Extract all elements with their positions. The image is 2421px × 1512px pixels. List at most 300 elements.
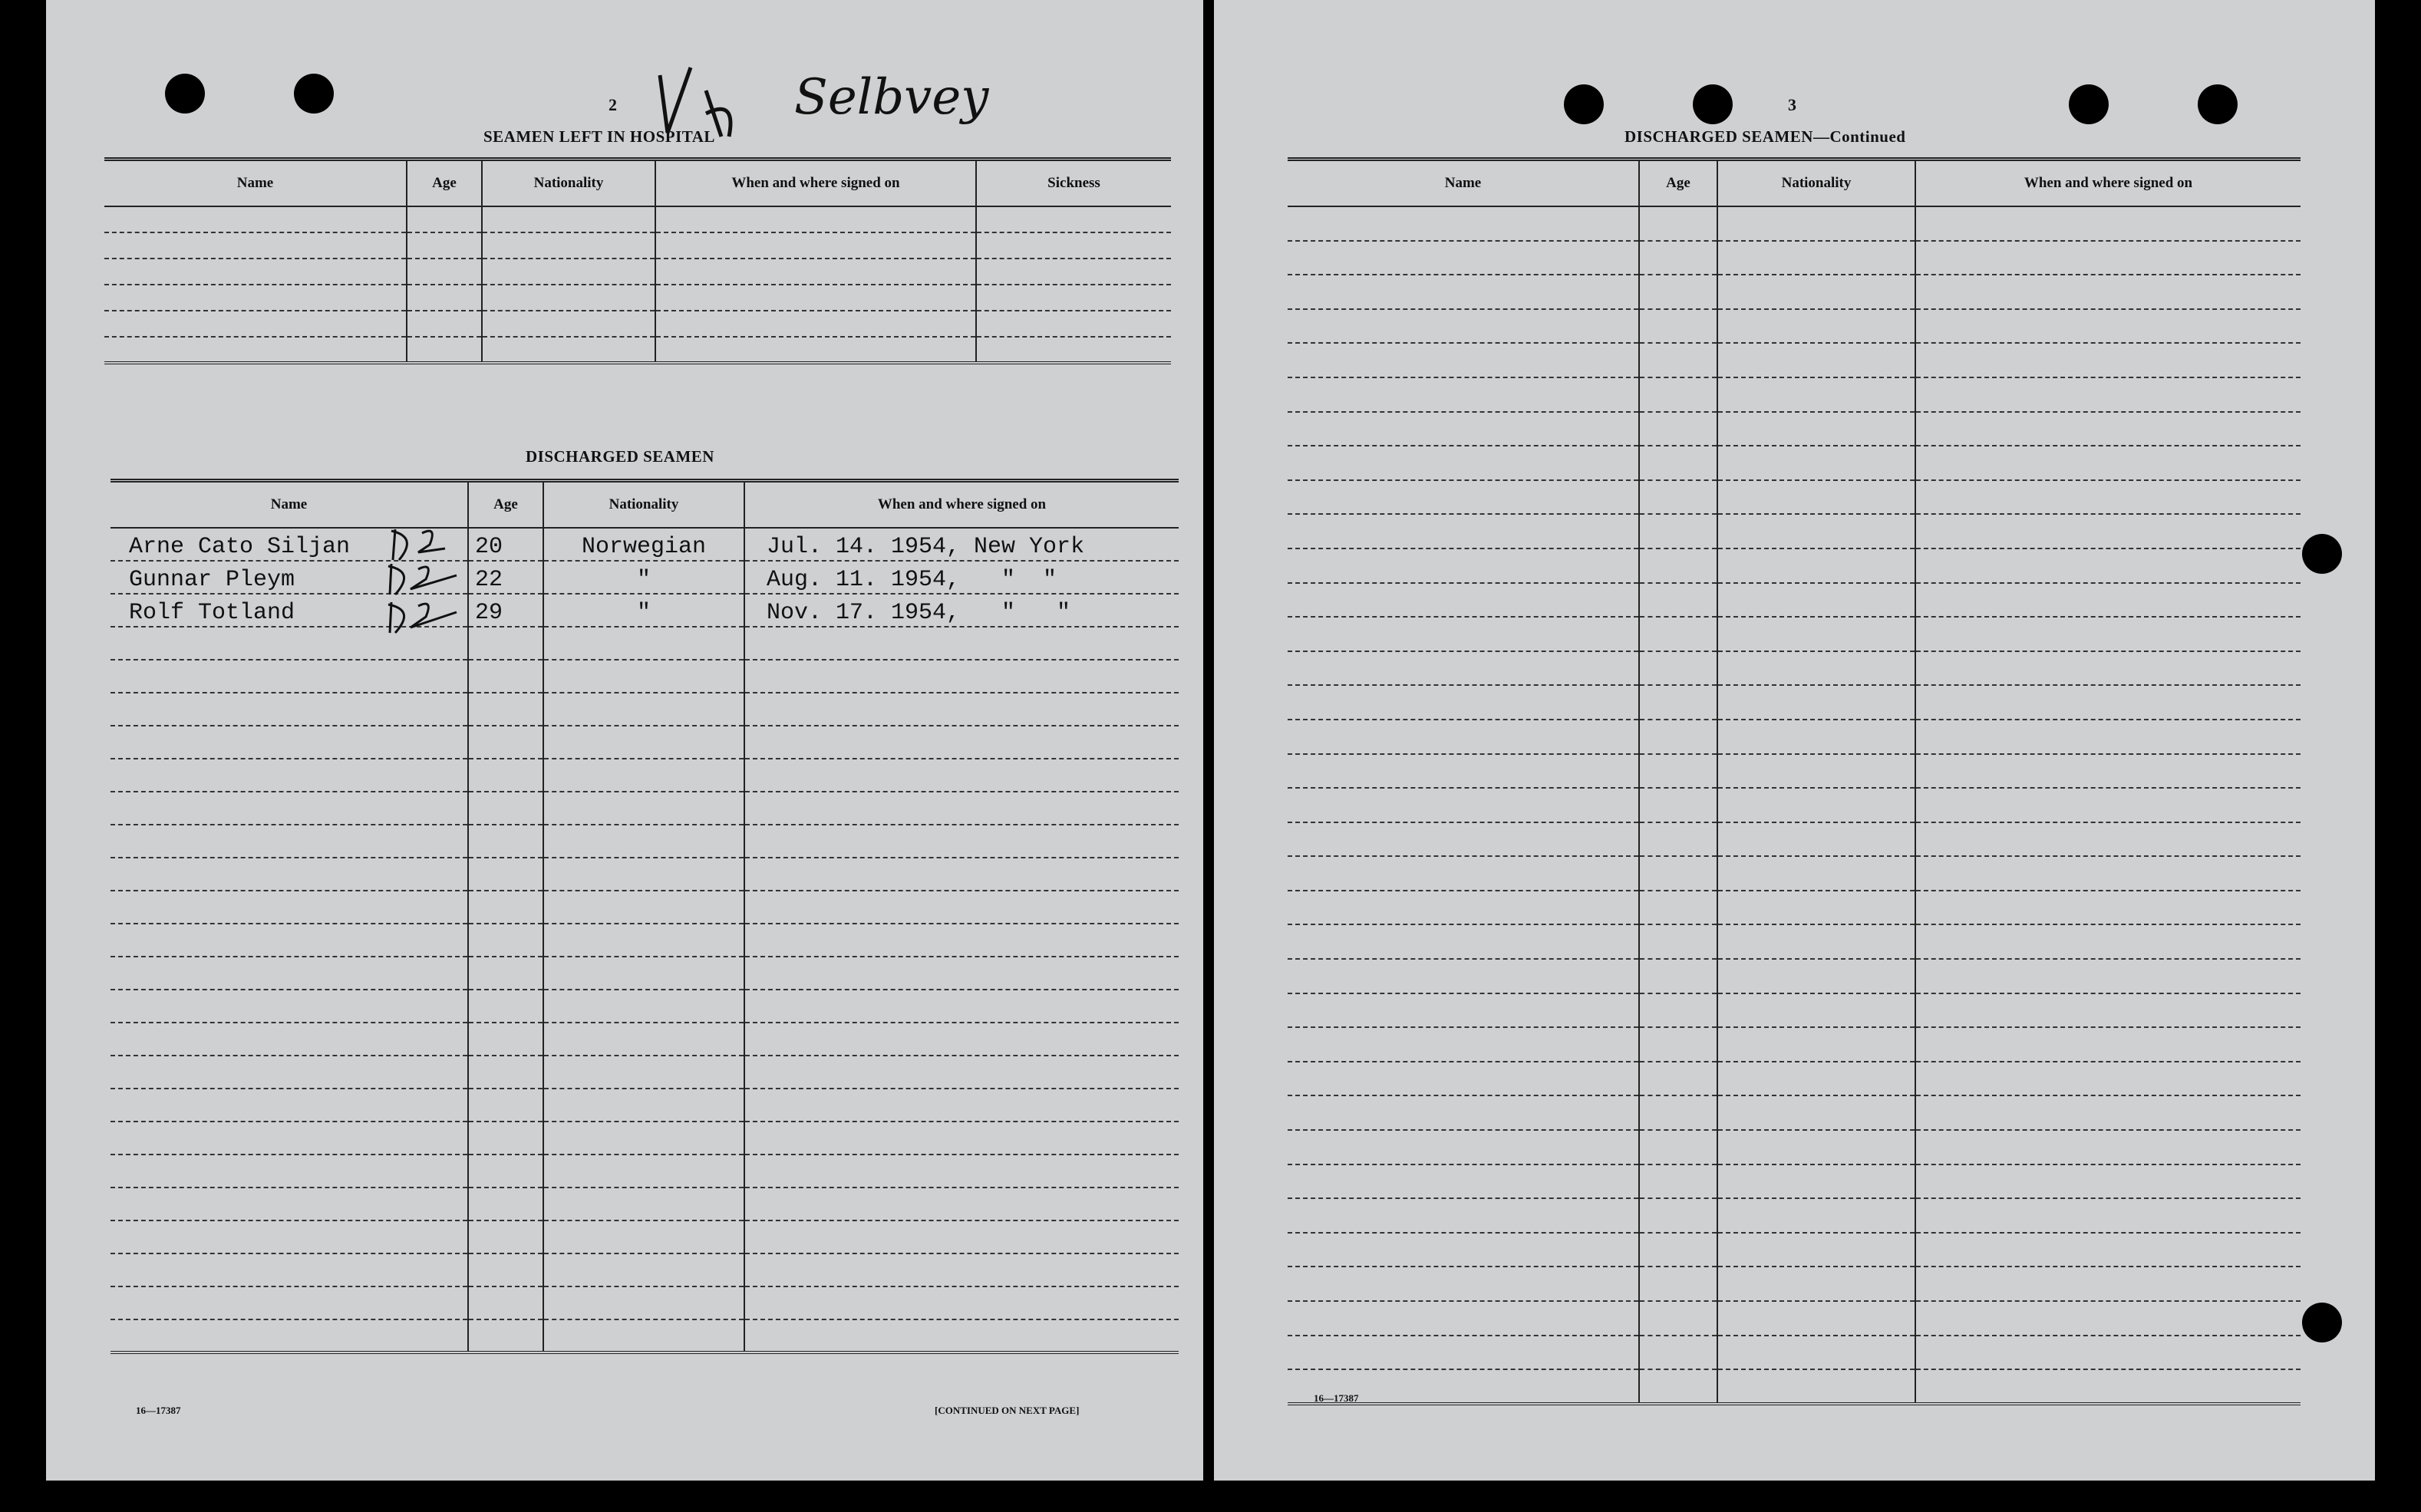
table-cell [1288, 924, 1639, 959]
table-cell [1915, 891, 2301, 925]
table-row [110, 825, 1179, 858]
nationality-cell [543, 792, 744, 825]
col-signed-on: When and where signed on [1915, 160, 2301, 207]
table-cell [1639, 685, 1717, 720]
table-cell [1639, 651, 1717, 686]
table-cell [1639, 206, 1717, 241]
signed-on-cell [744, 891, 1179, 924]
table-cell [1288, 1130, 1639, 1164]
table-cell [1288, 377, 1639, 412]
name-cell [110, 759, 468, 792]
col-signed-on: When and where signed on [744, 481, 1179, 529]
table-cell [104, 285, 407, 311]
table-cell [1288, 1027, 1639, 1062]
table-cell [1639, 1267, 1717, 1301]
table-cell [1717, 1130, 1915, 1164]
table-cell [1288, 651, 1639, 686]
table-cell [1717, 1164, 1915, 1199]
table-row [110, 594, 1179, 627]
table-cell [1639, 514, 1717, 548]
table-row [1288, 856, 2301, 891]
table-cell [1288, 1336, 1639, 1370]
age-cell [468, 792, 543, 825]
nationality-cell [543, 1286, 744, 1319]
punch-hole [1693, 84, 1733, 124]
table-cell [1717, 1267, 1915, 1301]
age-cell [468, 1089, 543, 1122]
table-cell [1717, 720, 1915, 754]
name-cell [110, 1056, 468, 1089]
table-row [1288, 788, 2301, 822]
nationality-cell [543, 1089, 744, 1122]
table-cell [1288, 617, 1639, 651]
nationality-cell [543, 825, 744, 858]
table-row [1288, 617, 2301, 651]
table-cell [1717, 651, 1915, 686]
table-row [1288, 309, 2301, 344]
punch-hole [294, 74, 334, 114]
signed-on-cell [744, 693, 1179, 726]
table-row [1288, 754, 2301, 789]
nationality-cell [543, 660, 744, 693]
table-row [1288, 1095, 2301, 1130]
table-cell [1717, 514, 1915, 548]
signed-on-cell [744, 1286, 1179, 1319]
signed-on-cell: Aug. 11. 1954, " " [744, 561, 1179, 594]
col-age: Age [468, 481, 543, 529]
table-cell [1717, 343, 1915, 377]
col-name: Name [104, 160, 407, 207]
table-cell [1288, 993, 1639, 1028]
name-cell: Rolf Totland [110, 594, 468, 627]
nationality-cell [543, 1253, 744, 1286]
name-cell [110, 957, 468, 990]
table-cell [1288, 1062, 1639, 1096]
table-cell [1717, 275, 1915, 309]
table-cell [1915, 1062, 2301, 1096]
table-cell [1915, 1027, 2301, 1062]
signed-on-cell: Jul. 14. 1954, New York [744, 528, 1179, 561]
table-cell [1288, 1095, 1639, 1130]
age-cell [468, 891, 543, 924]
table-cell [1639, 1130, 1717, 1164]
punch-hole [2302, 534, 2342, 574]
age-cell [468, 990, 543, 1023]
nationality-cell [543, 1056, 744, 1089]
table-cell [1915, 1369, 2301, 1404]
form-code: 16—17387 [1314, 1392, 1359, 1404]
table-row [110, 924, 1179, 957]
signed-on-cell [744, 627, 1179, 660]
signed-on-cell [744, 1089, 1179, 1122]
signed-on-cell [744, 726, 1179, 759]
table-row [1288, 720, 2301, 754]
handwritten-signature: Selbvey [794, 69, 989, 126]
table-cell [1717, 412, 1915, 446]
table-cell [1717, 206, 1915, 241]
age-cell [468, 924, 543, 957]
table-cell [1288, 720, 1639, 754]
nationality-cell [543, 726, 744, 759]
table-cell [1288, 788, 1639, 822]
table-row [110, 1122, 1179, 1155]
discharged-table [110, 479, 1179, 1354]
table-cell [1717, 548, 1915, 583]
age-cell [468, 1220, 543, 1253]
name-cell: Arne Cato Siljan [110, 528, 468, 561]
table-cell [1717, 993, 1915, 1028]
table-cell [1915, 446, 2301, 480]
table-cell [1915, 377, 2301, 412]
table-cell [104, 337, 407, 363]
signed-on-cell [744, 1056, 1179, 1089]
age-cell [468, 1253, 543, 1286]
table-row [1288, 1336, 2301, 1370]
table-cell [1288, 275, 1639, 309]
table-cell [1639, 1233, 1717, 1267]
age-cell [468, 1122, 543, 1155]
col-sickness: Sickness [976, 160, 1171, 207]
table-cell [1288, 480, 1639, 515]
nationality-cell [543, 1023, 744, 1056]
signed-on-cell [744, 1155, 1179, 1188]
signed-on-cell [744, 957, 1179, 990]
table-row [1288, 1062, 2301, 1096]
table-row [1288, 343, 2301, 377]
table-row [1288, 651, 2301, 686]
table-row [1288, 1267, 2301, 1301]
punch-hole [2302, 1303, 2342, 1342]
table-cell [1288, 1198, 1639, 1233]
table-cell [1639, 822, 1717, 857]
table-cell [1639, 309, 1717, 344]
table-cell [1915, 1233, 2301, 1267]
nationality-cell [543, 1155, 744, 1188]
table-cell [1915, 412, 2301, 446]
name-cell [110, 693, 468, 726]
table-cell [1915, 514, 2301, 548]
table-cell [1288, 822, 1639, 857]
table-cell [1639, 1198, 1717, 1233]
table-cell [104, 232, 407, 259]
nationality-cell [543, 957, 744, 990]
name-cell [110, 1220, 468, 1253]
table-cell [1717, 822, 1915, 857]
table-row [110, 693, 1179, 726]
age-cell [468, 1023, 543, 1056]
signed-on-cell [744, 1253, 1179, 1286]
name-cell [110, 792, 468, 825]
table-cell [1915, 959, 2301, 993]
table-cell [1639, 754, 1717, 789]
table-cell [1915, 822, 2301, 857]
signed-on-cell: Nov. 17. 1954, " " [744, 594, 1179, 627]
table-cell [1717, 309, 1915, 344]
nationality-cell [543, 990, 744, 1023]
table-row [1288, 514, 2301, 548]
table-row [1288, 377, 2301, 412]
nationality-cell: " [543, 561, 744, 594]
punch-hole [1564, 84, 1604, 124]
table-cell [1915, 583, 2301, 618]
table-cell [1288, 412, 1639, 446]
table-cell [1717, 377, 1915, 412]
signed-on-cell [744, 924, 1179, 957]
table-cell [1717, 1027, 1915, 1062]
table-row [1288, 446, 2301, 480]
table-cell [1639, 856, 1717, 891]
name-cell [110, 1122, 468, 1155]
name-cell [110, 1253, 468, 1286]
table-row [110, 759, 1179, 792]
name-cell [110, 825, 468, 858]
table-cell [1639, 275, 1717, 309]
table-row [110, 1188, 1179, 1220]
table-cell [1717, 583, 1915, 618]
table-cell [1717, 1095, 1915, 1130]
table-cell [1288, 685, 1639, 720]
nationality-cell [543, 1220, 744, 1253]
signed-on-cell [744, 858, 1179, 891]
table-cell [1717, 1062, 1915, 1096]
table-cell [1915, 241, 2301, 275]
name-cell: Gunnar Pleym [110, 561, 468, 594]
table-row [1288, 548, 2301, 583]
table-cell [1717, 754, 1915, 789]
age-cell [468, 858, 543, 891]
col-name: Name [1288, 160, 1639, 207]
table-cell [1639, 924, 1717, 959]
col-signed-on: When and where signed on [655, 160, 976, 207]
table-row [110, 1286, 1179, 1319]
continued-note: [CONTINUED ON NEXT PAGE] [935, 1405, 1080, 1416]
table-row [1288, 1301, 2301, 1336]
nationality-cell [543, 1188, 744, 1220]
discharged-section-title: DISCHARGED SEAMEN [526, 447, 714, 466]
name-cell [110, 1286, 468, 1319]
table-cell [1639, 412, 1717, 446]
table-row [110, 627, 1179, 660]
left-page [46, 0, 1203, 1481]
table-cell [1288, 1301, 1639, 1336]
table-cell [1717, 788, 1915, 822]
table-cell [1639, 993, 1717, 1028]
table-cell [1717, 1301, 1915, 1336]
table-cell [1288, 446, 1639, 480]
signed-on-cell [744, 1220, 1179, 1253]
signed-on-cell [744, 990, 1179, 1023]
discharged-continued-table [1288, 157, 2301, 1405]
age-cell [468, 957, 543, 990]
table-cell [1915, 924, 2301, 959]
table-cell [1288, 959, 1639, 993]
name-cell [110, 858, 468, 891]
table-cell [1288, 206, 1639, 241]
age-cell [468, 1155, 543, 1188]
age-cell [468, 726, 543, 759]
signed-on-cell [744, 660, 1179, 693]
age-cell [468, 660, 543, 693]
col-nationality: Nationality [482, 160, 655, 207]
table-cell [1915, 685, 2301, 720]
table-row [1288, 206, 2301, 241]
age-cell: 29 [468, 594, 543, 627]
table-cell [1717, 856, 1915, 891]
table-row [1288, 241, 2301, 275]
nationality-cell: Norwegian [543, 528, 744, 561]
age-cell [468, 1188, 543, 1220]
table-cell [1639, 548, 1717, 583]
table-row [1288, 1198, 2301, 1233]
name-cell [110, 1319, 468, 1352]
signed-on-cell [744, 759, 1179, 792]
table-cell [1288, 514, 1639, 548]
hospital-table [104, 157, 1171, 364]
table-cell [1288, 1233, 1639, 1267]
nationality-cell [543, 759, 744, 792]
table-cell [1288, 343, 1639, 377]
table-row [110, 1253, 1179, 1286]
signed-on-cell [744, 1122, 1179, 1155]
col-age: Age [407, 160, 482, 207]
table-cell [1639, 617, 1717, 651]
table-cell [1717, 1233, 1915, 1267]
table-row [110, 957, 1179, 990]
table-row [1288, 1027, 2301, 1062]
handwritten-d-marks [384, 522, 483, 644]
nationality-cell [543, 1319, 744, 1352]
table-cell [1288, 241, 1639, 275]
table-cell [1639, 1062, 1717, 1096]
table-cell [1288, 754, 1639, 789]
table-cell [1915, 275, 2301, 309]
table-row [1288, 1164, 2301, 1199]
table-cell [1915, 1336, 2301, 1370]
form-code: 16—17387 [136, 1405, 181, 1416]
name-cell [110, 1188, 468, 1220]
table-cell [1639, 343, 1717, 377]
table-cell [1717, 959, 1915, 993]
section-title: DISCHARGED SEAMEN—Continued [1624, 127, 1906, 146]
table-cell [1717, 446, 1915, 480]
signed-on-cell [744, 1319, 1179, 1352]
table-cell [1717, 617, 1915, 651]
table-cell [1639, 788, 1717, 822]
table-cell [1717, 1198, 1915, 1233]
table-row [1288, 1130, 2301, 1164]
table-cell [1717, 1336, 1915, 1370]
table-cell [1915, 480, 2301, 515]
name-cell [110, 990, 468, 1023]
table-row [1288, 822, 2301, 857]
table-cell [1639, 1027, 1717, 1062]
name-cell [110, 891, 468, 924]
signed-on-cell [744, 1188, 1179, 1220]
name-cell [110, 1089, 468, 1122]
age-cell [468, 759, 543, 792]
table-cell [1915, 720, 2301, 754]
table-cell [1288, 856, 1639, 891]
table-row [110, 858, 1179, 891]
table-cell [1639, 891, 1717, 925]
age-cell [468, 1056, 543, 1089]
name-cell [110, 660, 468, 693]
table-row [110, 990, 1179, 1023]
table-row [1288, 959, 2301, 993]
age-cell: 22 [468, 561, 543, 594]
table-cell [1915, 1267, 2301, 1301]
table-row [1288, 993, 2301, 1028]
col-name: Name [110, 481, 468, 529]
col-age: Age [1639, 160, 1717, 207]
nationality-cell [543, 693, 744, 726]
table-cell [1915, 1164, 2301, 1199]
age-cell [468, 825, 543, 858]
table-cell [1717, 241, 1915, 275]
table-row [1288, 1369, 2301, 1404]
table-row [1288, 1233, 2301, 1267]
table-cell [1288, 1267, 1639, 1301]
age-cell [468, 693, 543, 726]
table-cell [1915, 1301, 2301, 1336]
age-cell [468, 1319, 543, 1352]
table-cell [1915, 548, 2301, 583]
table-cell [1915, 206, 2301, 241]
table-cell [1915, 856, 2301, 891]
table-cell [104, 206, 407, 232]
table-cell [1717, 924, 1915, 959]
table-row [1288, 480, 2301, 515]
table-cell [1915, 754, 2301, 789]
table-cell [1717, 685, 1915, 720]
table-cell [1639, 583, 1717, 618]
table-cell [1639, 1095, 1717, 1130]
col-nationality: Nationality [1717, 160, 1915, 207]
table-cell [1717, 480, 1915, 515]
punch-hole [165, 74, 205, 114]
name-cell [110, 1023, 468, 1056]
table-row [110, 561, 1179, 594]
table-cell [1288, 548, 1639, 583]
table-row [1288, 275, 2301, 309]
table-cell [1915, 309, 2301, 344]
nationality-cell [543, 924, 744, 957]
nationality-cell [543, 858, 744, 891]
page-number: 3 [1788, 95, 1796, 114]
table-cell [1639, 1336, 1717, 1370]
table-row [110, 1155, 1179, 1188]
hospital-section-title: SEAMEN LEFT IN HOSPITAL [483, 127, 715, 146]
table-row [110, 1056, 1179, 1089]
table-row [110, 1220, 1179, 1253]
table-cell [1288, 1164, 1639, 1199]
table-cell [1717, 1369, 1915, 1404]
page-number: 2 [609, 95, 617, 114]
table-row [110, 1023, 1179, 1056]
punch-hole [2069, 84, 2109, 124]
table-cell [1639, 720, 1717, 754]
table-row [110, 660, 1179, 693]
table-cell [1915, 617, 2301, 651]
nationality-cell [543, 1122, 744, 1155]
table-cell [1639, 959, 1717, 993]
table-cell [1288, 891, 1639, 925]
table-row [1288, 412, 2301, 446]
table-cell [1915, 343, 2301, 377]
table-cell [1639, 446, 1717, 480]
table-cell [1915, 1198, 2301, 1233]
table-cell [1915, 1130, 2301, 1164]
